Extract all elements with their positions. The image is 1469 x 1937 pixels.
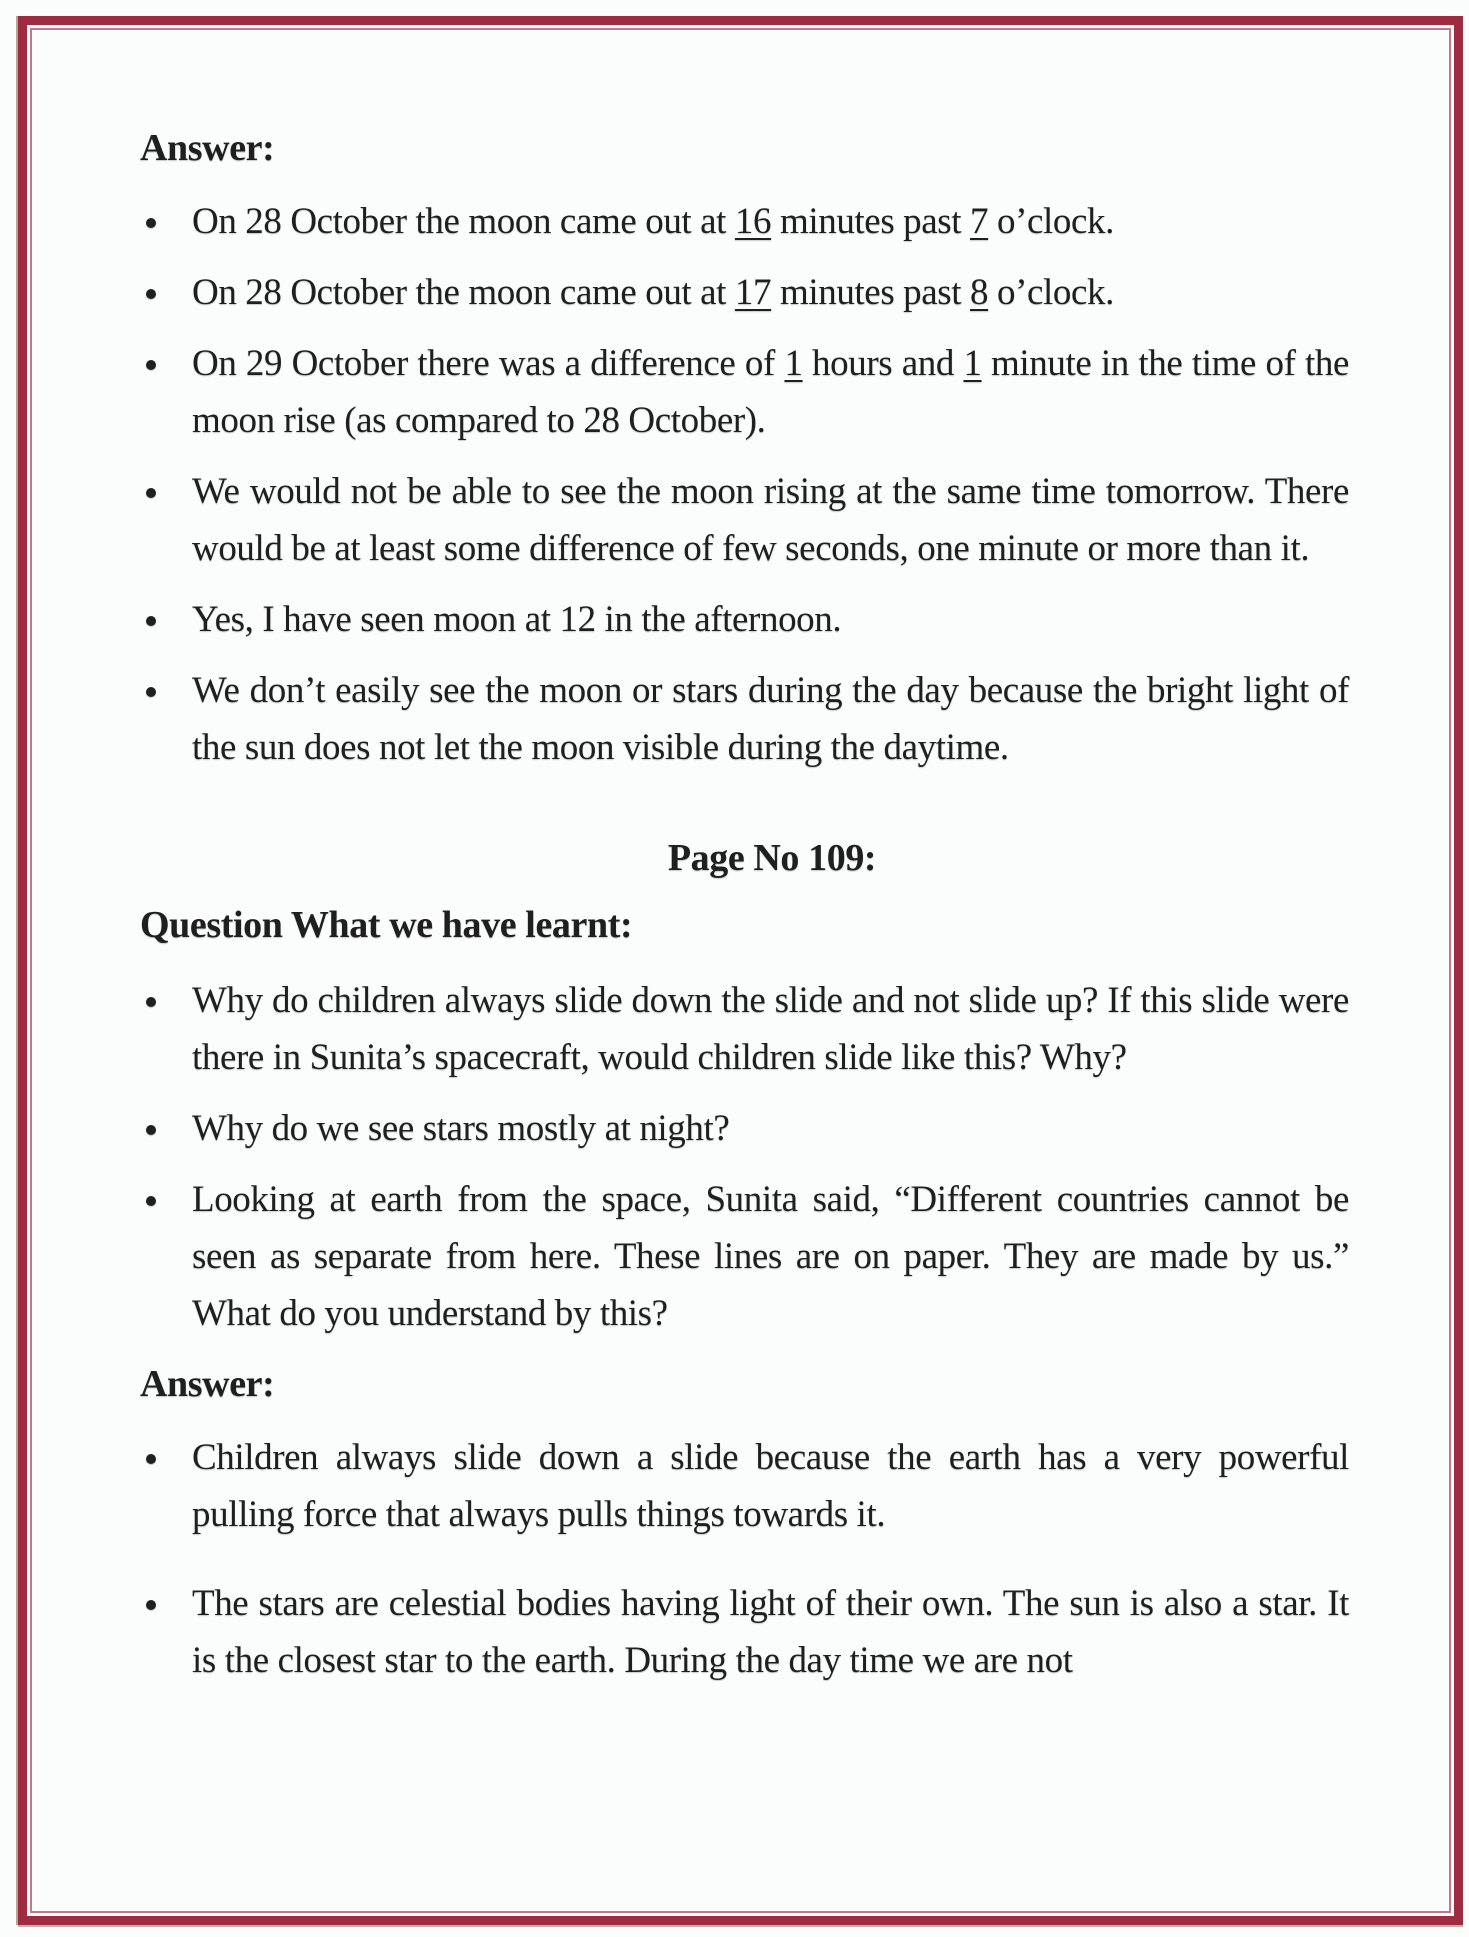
bullet-icon — [146, 1600, 156, 1610]
bullet-item — [140, 463, 1349, 577]
bullet-item — [140, 1100, 1349, 1157]
bullet-text: We don’t easily see the moon or stars during the day because the bright light of the sun does not let the moon visible during the daytime. — [192, 670, 1349, 768]
bullet-text: We would not be able to see the moon rising at the same time tomorrow. There would be at least some difference of few seconds, one minute or more than it. — [192, 471, 1349, 569]
bullet-item — [140, 662, 1349, 776]
bullet-text: The stars are celestial bodies having light of their own. The sun is also a star. It is the closest star to the earth. During the day time we are not — [192, 1583, 1349, 1681]
bullet-item — [140, 972, 1349, 1086]
answer-heading-2: Answer: — [140, 1363, 275, 1405]
bullet-icon — [146, 1196, 156, 1206]
bullet-item — [140, 1171, 1349, 1342]
answer-heading-1: Answer: — [140, 127, 275, 169]
bullet-icon — [146, 687, 156, 697]
bullet-text: On 28 October the moon came out at 16 minutes past 7 o’clock. — [192, 201, 1114, 242]
bullet-icon — [146, 1454, 156, 1464]
page-number-heading: Page No 109: — [667, 837, 877, 879]
question-heading: Question What we have learnt: — [140, 904, 633, 946]
bullet-item — [140, 193, 1349, 250]
bullet-icon — [146, 289, 156, 299]
bullet-text: On 28 October the moon came out at 17 minutes past 8 o’clock. — [192, 272, 1114, 313]
bullet-item — [140, 335, 1349, 449]
bullet-text: Why do we see stars mostly at night? — [192, 1108, 730, 1149]
bullet-text: Children always slide down a slide because the earth has a very powerful pulling force that always pulls things towards it. — [192, 1437, 1349, 1535]
bullet-icon — [146, 616, 156, 626]
bullet-icon — [146, 997, 156, 1007]
bullet-text: Yes, I have seen moon at 12 in the afternoon. — [192, 599, 842, 640]
bullet-icon — [146, 218, 156, 228]
bullet-text: Looking at earth from the space, Sunita said, “Different countries cannot be seen as separate from here. These lines are on paper. They are made by us.” What do you understand by this? — [192, 1179, 1349, 1334]
bullet-item — [140, 1429, 1349, 1543]
bullet-text: On 29 October there was a difference of 1 hours and 1 minute in the time of the moon rise (as compared to 28 October). — [192, 343, 1349, 441]
bullet-icon — [146, 1125, 156, 1135]
bullet-item — [140, 264, 1349, 321]
bullet-text: Why do children always slide down the slide and not slide up? If this slide were there in Sunita’s spacecraft, would children slide like this? Why? — [192, 980, 1349, 1078]
bullet-icon — [146, 488, 156, 498]
bullet-item — [140, 1575, 1349, 1689]
bullet-item — [140, 591, 1349, 648]
bullet-icon — [146, 360, 156, 370]
